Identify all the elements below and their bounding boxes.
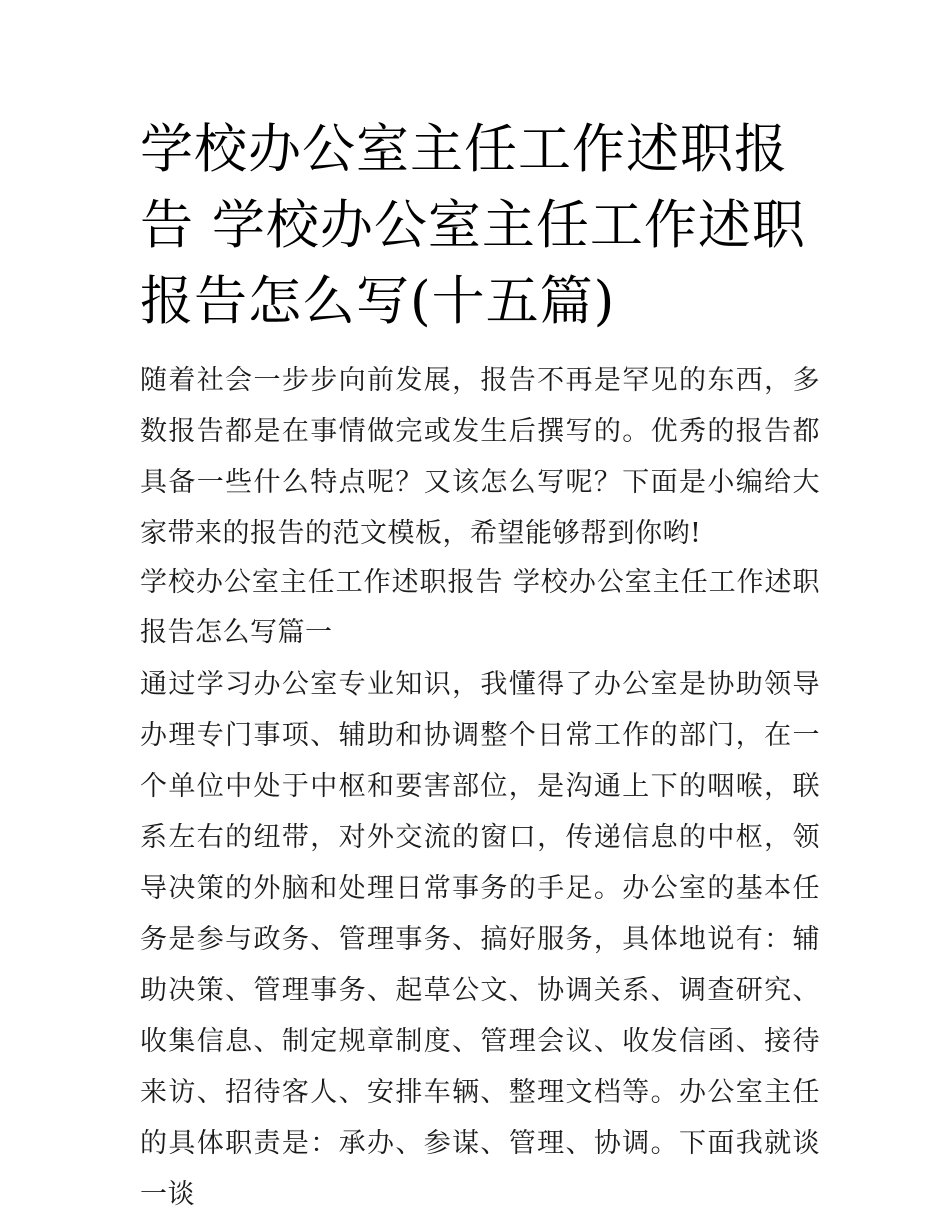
intro-paragraph: 随着社会一步步向前发展，报告不再是罕见的东西，多数报告都是在事情做完或发生后撰写的。优秀的报告都具备一些什么特点呢？又该怎么写呢？下面是小编给大家带来的报告的范文模板，希望能够帮到你哟!: [140, 365, 820, 549]
body-paragraph: 通过学习办公室专业知识，我懂得了办公室是协助领导办理专门事项、辅助和协调整个日常工作的部门，在一个单位中处于中枢和要害部位，是沟通上下的咽喉，联系左右的纽带，对外交流的窗口，传递信息的中枢，领导决策的外脑和处理日常事务的手足。办公室的基本任务是参与政务、管理事务、搞好服务，具体地说有：辅助决策、管理事务、起草公文、协调关系、调查研究、收集信息、制定规章制度、管理会议、收发信函、接待来访、招待客人、安排车辆、整理文档等。办公室主任的具体职责是：承办、参谋、管理、协调。下面我就谈一谈: [140, 669, 820, 1210]
section-heading: 学校办公室主任工作述职报告 学校办公室主任工作述职报告怎么写篇一: [140, 567, 820, 648]
document-title: 学校办公室主任工作述职报告 学校办公室主任工作述职报告怎么写(十五篇): [140, 119, 806, 332]
